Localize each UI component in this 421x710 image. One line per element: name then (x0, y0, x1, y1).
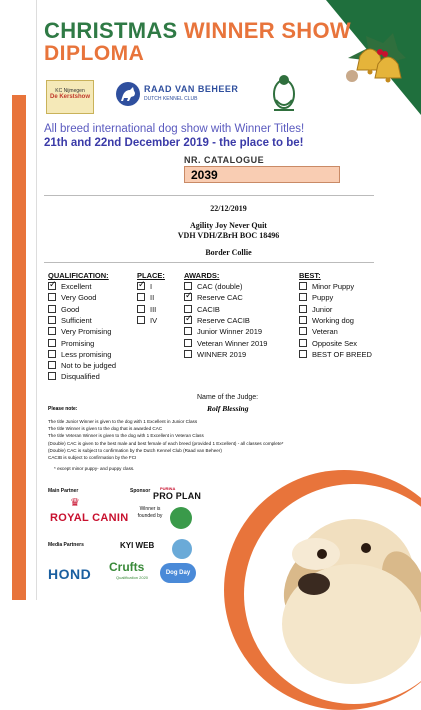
qualification-option (48, 292, 96, 303)
dog-name: Agility Joy Never Quit (190, 221, 267, 230)
kyiweb-logo: KYI WEB (120, 541, 155, 550)
crufts-logo: Crufts (109, 560, 145, 574)
divider (44, 195, 374, 196)
dogday-logo: Dog Day (160, 563, 196, 583)
qualification-option (48, 349, 111, 360)
qualification-option-label: Disqualified (61, 372, 100, 382)
awards-option-label: Junior Winner 2019 (197, 327, 263, 337)
checked-checkbox-icon[interactable] (184, 316, 192, 324)
best-option-label: Puppy (312, 293, 334, 303)
qualification-option (48, 371, 100, 382)
title-winner-show: WINNER SHOW (183, 18, 351, 43)
place-heading: PLACE: (137, 271, 165, 280)
best-option (299, 292, 333, 303)
intro-line-2: 21th and 22nd December 2019 - the place to be! (44, 137, 304, 149)
notes-footnote: * except minor puppy- and puppy class. (54, 466, 135, 471)
checkbox-icon[interactable] (137, 305, 145, 313)
awards-option-label: Reserve CACIB (197, 315, 250, 325)
awards-option-label: Reserve CAC (197, 293, 243, 303)
divider (44, 262, 374, 263)
awards-option (184, 326, 262, 337)
checkbox-icon[interactable] (48, 305, 56, 313)
kc-logo-line1: KC Nijmegen (55, 88, 85, 94)
best-heading: BEST: (299, 271, 321, 280)
notes-title: Please note: (48, 406, 78, 412)
best-option-label: Minor Puppy (312, 282, 355, 291)
qualification-option-label: Very Good (61, 293, 97, 303)
dog-ornament-icon (268, 70, 300, 116)
side-orange-bar (12, 95, 26, 600)
dog-logo-icon (116, 82, 140, 106)
catalogue-number: 2039 (184, 166, 340, 183)
checkbox-icon[interactable] (48, 327, 56, 335)
note-item: The title Winner is given to the dog that is awarded CAC (48, 426, 163, 432)
checkbox-icon[interactable] (137, 316, 145, 324)
best-option-label: BEST OF BREED (312, 349, 372, 359)
checkbox-icon[interactable] (184, 339, 192, 347)
note-item: CACIB is subject to confirmation by the FCI (48, 455, 137, 461)
checkbox-icon[interactable] (48, 350, 56, 358)
hond-logo: HOND (48, 566, 92, 582)
checkbox-icon[interactable] (48, 293, 56, 301)
qualification-option (48, 304, 79, 315)
best-option (299, 281, 354, 292)
place-option-label: IV (150, 315, 158, 325)
kc-nijmegen-logo (46, 80, 94, 114)
best-option (299, 349, 372, 360)
intro-line-1: All breed international dog show with Winner Titles! (44, 123, 305, 135)
qualification-option-label: Less promising (61, 349, 112, 359)
qualification-option-label: Not to be judged (61, 361, 117, 371)
place-option-label: I (150, 282, 153, 291)
best-option-label: Junior (312, 304, 333, 314)
place-option-label: II (150, 293, 155, 303)
note-item: The title Veteran Winner is given to the dog with 1 Excellent in Veteran Class (48, 433, 204, 439)
checkbox-icon[interactable] (299, 282, 307, 290)
qualification-option-label: Promising (61, 338, 95, 348)
place-option (137, 315, 157, 326)
checkbox-icon[interactable] (299, 350, 307, 358)
checkbox-icon[interactable] (48, 372, 56, 380)
notes-list (48, 418, 378, 461)
qualification-option-label: Good (61, 304, 80, 314)
awards-heading: AWARDS: (184, 271, 220, 280)
awards-option (184, 338, 267, 349)
purina-logo: PURINA (160, 486, 176, 491)
checkbox-icon[interactable] (184, 327, 192, 335)
winner-founded-label: Winner is founded by (137, 506, 163, 519)
awards-option (184, 315, 250, 326)
raad-name: RAAD VAN BEHEER (144, 84, 239, 94)
best-option-label: Opposite Sex (312, 338, 358, 348)
awards-option-label: Veteran Winner 2019 (197, 338, 268, 348)
checkbox-icon[interactable] (299, 293, 307, 301)
qualification-heading: QUALIFICATION: (48, 271, 109, 280)
christmas-bells-icon (338, 28, 408, 98)
globe-logo-icon (172, 539, 192, 559)
awards-option (184, 281, 242, 292)
crufts-sub: Qualification 2020 (116, 575, 149, 580)
checkbox-icon[interactable] (299, 339, 307, 347)
kc-logo-line2: De Kerstshow (49, 94, 90, 100)
dog-registration: VDH VDH/ZBrH BOC 18496 (177, 231, 280, 240)
royal-canin-crown-icon: ♛ (70, 497, 80, 509)
qualification-option (48, 315, 92, 326)
founder-logo-icon (170, 507, 192, 529)
checkbox-icon[interactable] (299, 316, 307, 324)
diploma-subtitle: DIPLOMA (44, 42, 145, 65)
checkbox-icon[interactable] (184, 282, 192, 290)
checkbox-icon[interactable] (48, 316, 56, 324)
awards-option (184, 292, 243, 303)
dog-breed: Border Collie (205, 248, 252, 257)
checkbox-icon[interactable] (299, 305, 307, 313)
qualification-option (48, 281, 91, 292)
checkbox-icon[interactable] (48, 339, 56, 347)
checkbox-icon[interactable] (299, 327, 307, 335)
best-option (299, 326, 338, 337)
best-option-label: Working dog (312, 315, 354, 325)
main-partner-label: Main Partner (48, 488, 79, 494)
qualification-option (48, 360, 116, 371)
place-option (137, 304, 156, 315)
note-item: (Double) CAC is subject to confirmation by the Dutch Kennel Club (Raad van Beheer) (48, 447, 222, 453)
qualification-option-label: Excellent (61, 282, 92, 291)
judge-label: Name of the Judge: (197, 394, 259, 401)
media-partners-label: Media Partners (48, 542, 84, 548)
awards-option-label: WINNER 2019 (197, 349, 247, 359)
raad-sub: DUTCH KENNEL CLUB (144, 96, 198, 102)
catalogue-label: NR. CATALOGUE (184, 155, 265, 165)
best-option-label: Veteran (312, 327, 338, 337)
checkbox-icon[interactable] (184, 350, 192, 358)
royal-canin-logo: ROYAL CANIN (50, 512, 129, 524)
place-option-label: III (150, 304, 157, 314)
qualification-option (48, 338, 94, 349)
qualification-option-label: Very Promising (61, 327, 112, 337)
checked-checkbox-icon[interactable] (137, 282, 145, 290)
best-option (299, 338, 357, 349)
proplan-logo: PRO PLAN (153, 491, 202, 501)
place-option (137, 281, 152, 292)
show-date: 22/12/2019 (210, 204, 247, 213)
awards-option (184, 349, 246, 360)
checked-checkbox-icon[interactable] (48, 282, 56, 290)
place-option (137, 292, 154, 303)
judge-name: Rolf Blessing (207, 404, 249, 413)
awards-option-label: CAC (double) (197, 282, 243, 291)
qualification-option (48, 326, 111, 337)
checkbox-icon[interactable] (137, 293, 145, 301)
checkbox-icon[interactable] (184, 305, 192, 313)
note-item: (Double) CAC is given to the best male and best female of each breed (provided 1 Excellent) - all classes complete* (48, 440, 284, 446)
title-christmas: CHRISTMAS (44, 18, 178, 43)
note-item: The title Junior Winner is given to the dog with 1 Excellent in Junior Class (48, 419, 198, 424)
qualification-option-label: Sufficient (61, 315, 92, 325)
diploma-title (44, 18, 351, 44)
awards-option-label: CACIB (197, 304, 220, 314)
sponsor-label: Sponsor (130, 488, 151, 494)
best-option (299, 304, 332, 315)
checked-checkbox-icon[interactable] (184, 293, 192, 301)
checkbox-icon[interactable] (48, 361, 56, 369)
best-option (299, 315, 354, 326)
